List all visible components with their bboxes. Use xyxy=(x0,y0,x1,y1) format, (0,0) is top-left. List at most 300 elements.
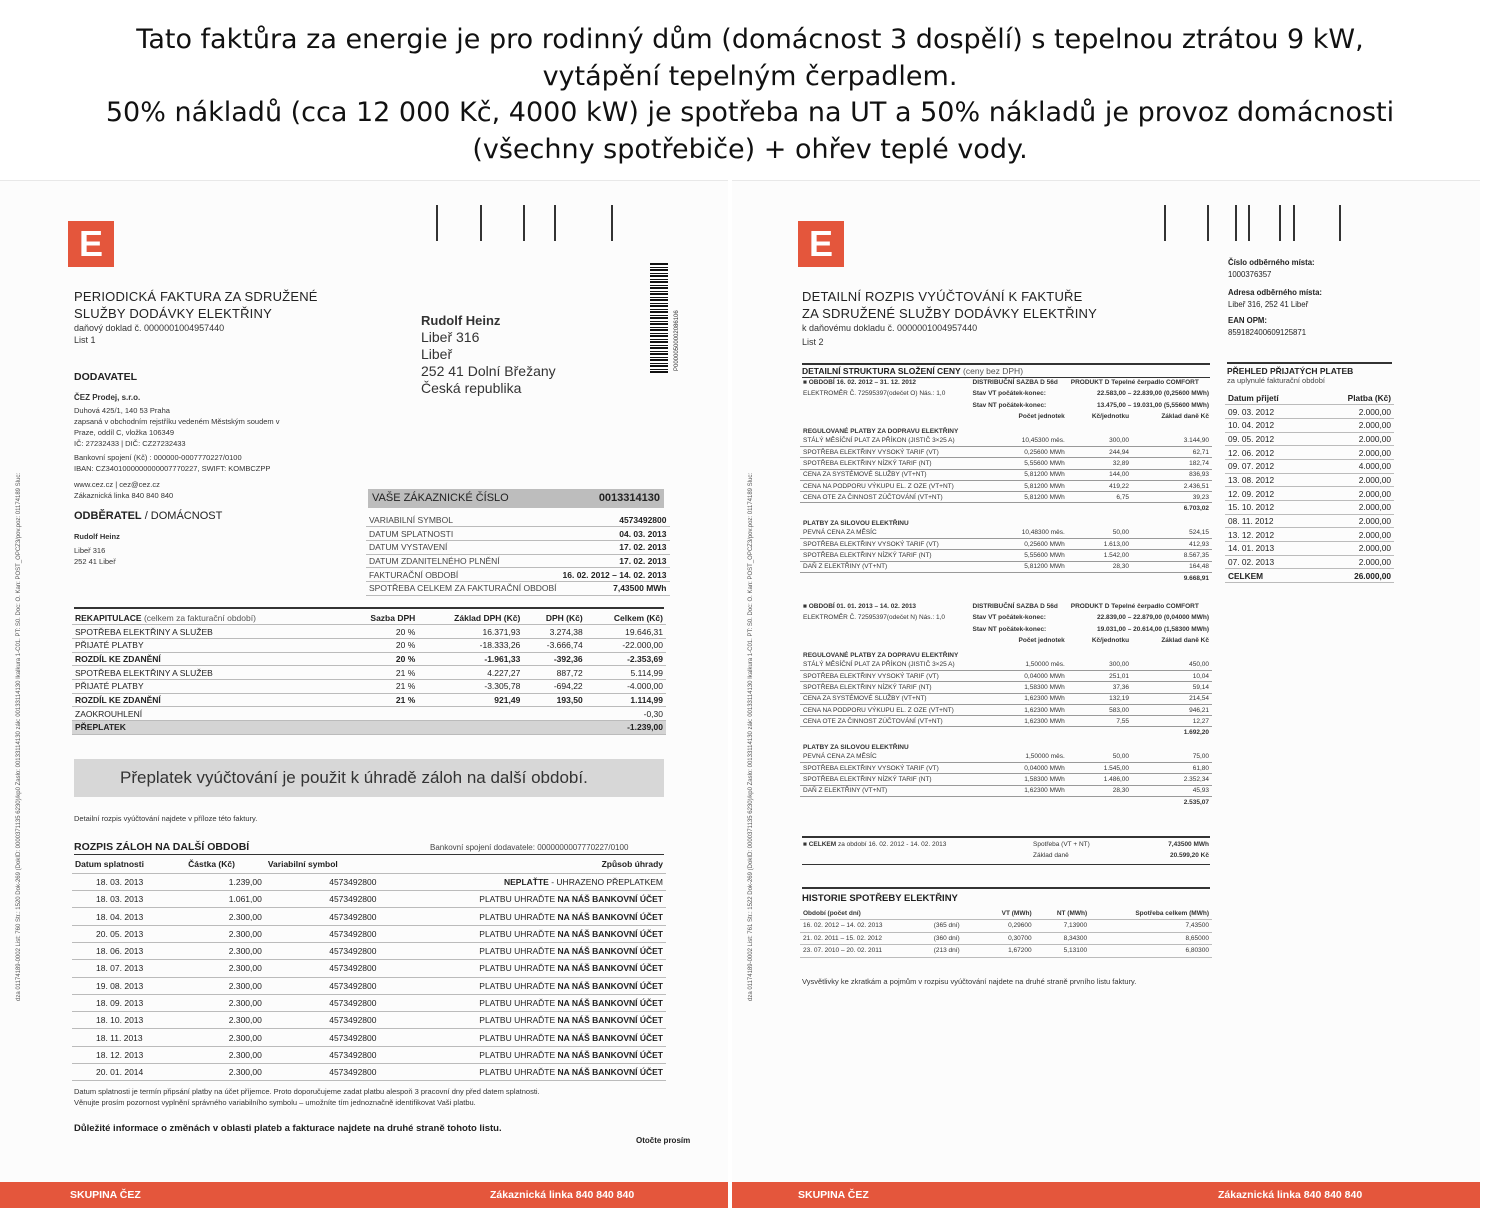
history-table xyxy=(800,907,1212,958)
method-text: PLATBU UHRAĎTE xyxy=(479,946,558,957)
item-price: 251,01 xyxy=(1068,670,1132,681)
period-tariff: DISTRIBUČNÍ SAZBA D 56d xyxy=(972,603,1058,611)
section-row xyxy=(800,422,1212,435)
item-base: 412,93 xyxy=(1132,539,1212,550)
advance-row xyxy=(72,960,666,977)
info-row xyxy=(366,554,670,568)
recap-row xyxy=(72,652,666,666)
section-title: REGULOVANÉ PLATBY ZA DOPRAVU ELEKTŘINY xyxy=(803,428,959,436)
info-row xyxy=(366,581,670,595)
item-base: 59,14 xyxy=(1132,682,1212,693)
history-days: (365 dní) xyxy=(931,920,980,933)
method-text: PLATBU UHRAĎTE xyxy=(479,963,558,974)
item-price: 583,00 xyxy=(1068,704,1132,715)
item-price: 300,00 xyxy=(1068,659,1132,670)
structure-title: DETAILNÍ STRUKTURA SLOŽENÍ CENY xyxy=(802,366,961,376)
advance-method xyxy=(380,977,667,994)
subtotal: 9.668,91 xyxy=(1183,574,1209,582)
supplier-address: Duhová 425/1, 140 53 Praha xyxy=(74,406,170,415)
recap-rate: 20 % xyxy=(344,652,418,666)
recap-vat: 3.274,38 xyxy=(523,625,585,639)
nt-label: Stav NT počátek-konec: xyxy=(972,625,1047,633)
history-days: (360 dní) xyxy=(931,932,980,945)
payments-title: PŘEHLED PŘIJATÝCH PLATEB xyxy=(1227,362,1392,376)
price-row xyxy=(800,751,1212,762)
side-code-text: dza 01174189-0002 List: 760 Str.: 1520 Dok-269 (DokID: 0000371135 6230)/kp0 Zaslo: 00133114130 zák: 00133114130 Ikalkura 1-C01. PT: S0. Doc: O. Kan: POST_OPCZ3/pov.poz: 01174189 Sluc: xyxy=(16,472,22,1001)
section-title: PLATBY ZA SILOVOU ELEKTŘINU xyxy=(803,744,909,752)
info-label: DATUM SPLATNOSTI xyxy=(366,527,560,541)
recap-rate: 21 % xyxy=(344,693,418,707)
recap-rate: 21 % xyxy=(344,666,418,680)
recap-total: -22.000,00 xyxy=(586,638,666,652)
customer-number-value: 0013314130 xyxy=(598,492,660,504)
recap-label: SPOTŘEBA ELEKTŘINY A SLUŽEB xyxy=(72,625,344,639)
invoice-info-table xyxy=(366,513,670,596)
advances-column-header: Způsob úhrady xyxy=(380,856,667,873)
info-value: 16. 02. 2012 – 14. 02. 2013 xyxy=(560,568,670,582)
price-row xyxy=(800,561,1212,572)
history-vt: 1,67200 xyxy=(980,945,1035,958)
item-price: 50,00 xyxy=(1068,527,1132,538)
advance-date: 19. 08. 2013 xyxy=(72,977,185,994)
history-nt: 5,13100 xyxy=(1035,945,1091,958)
vt-label: Stav VT počátek-konec: xyxy=(972,390,1046,398)
addressee-line: Libeř 316 xyxy=(421,329,480,345)
payment-date: 12. 09. 2012 xyxy=(1225,487,1315,501)
price-row xyxy=(800,550,1212,561)
recap-total: -0,30 xyxy=(586,707,666,721)
method-text: PLATBU UHRAĎTE xyxy=(479,980,558,991)
price-row xyxy=(800,469,1212,480)
recap-base: -18.333,26 xyxy=(418,638,523,652)
item-label: SPOTŘEBA ELEKTŘINY NÍZKÝ TARIF (NT) xyxy=(800,774,970,785)
advance-row xyxy=(72,925,666,942)
item-label: CENA NA PODPORU VÝKUPU EL. Z OZE (VT+NT) xyxy=(800,480,970,491)
period-1-table xyxy=(800,377,1212,584)
info-row xyxy=(366,540,670,554)
supplier-heading: DODAVATEL xyxy=(74,371,137,383)
advance-date: 18. 03. 2013 xyxy=(72,891,185,908)
invoice-title-line: SLUŽBY DODÁVKY ELEKTŘINY xyxy=(74,306,272,321)
advance-method xyxy=(380,891,667,908)
payment-row xyxy=(1225,487,1394,501)
footer-hotline: Zákaznická linka 840 840 840 xyxy=(1218,1189,1363,1201)
recap-header xyxy=(72,611,666,625)
payment-date: 12. 06. 2012 xyxy=(1225,446,1315,460)
spacer xyxy=(800,624,970,635)
item-units: 1,62300 MWh xyxy=(970,785,1068,796)
item-price: 1.486,00 xyxy=(1068,774,1132,785)
recap-total: 1.114,99 xyxy=(586,693,666,707)
payment-amount: 2.000,00 xyxy=(1315,418,1394,432)
side-code-text: dza 01174189-0002 List: 761 Str.: 1522 Dok-269 (DokID: 0000371135 6230)/kp0 Zaslo: 00133114130 zák: 00133114130 Ikalkura 1-C01. PT: S0. Doc: O. Kan: POST_OPCZ3/pov.poz: 01174189 Sluc: xyxy=(748,472,754,1001)
advances-column-header: Částka (Kč) xyxy=(185,856,265,873)
price-row xyxy=(800,716,1212,727)
subtotal: 1.692,20 xyxy=(1183,729,1209,737)
item-units: 1,58300 MWh xyxy=(970,774,1068,785)
advance-method xyxy=(380,1064,667,1081)
item-price: 1.542,00 xyxy=(1068,550,1132,561)
period-product: PRODUKT D Tepelné čerpadlo COMFORT xyxy=(1070,379,1199,387)
recap-rate xyxy=(344,721,418,735)
place-number: 1000376357 xyxy=(1228,270,1272,279)
recap-title-bold: REKAPITULACE xyxy=(75,612,142,623)
meter-label: ELEKTROMĚR Č. 72595397(odečet O) Nás.: 1,0 xyxy=(803,390,946,398)
scan-marks xyxy=(1162,205,1362,241)
history-header xyxy=(800,907,1212,920)
supplier-ids: IČ: 27232433 | DIČ: CZ27232433 xyxy=(74,439,186,448)
item-label: CENA OTE ZA ČINNOST ZÚČTOVÁNÍ (VT+NT) xyxy=(800,492,970,503)
recap-label: ZAOKROUHLENÍ xyxy=(72,707,344,721)
recap-label: PŘIJATÉ PLATBY xyxy=(72,679,344,693)
item-label: CENA ZA SYSTÉMOVÉ SLUŽBY (VT+NT) xyxy=(800,469,970,480)
history-total: 8,65000 xyxy=(1090,932,1212,945)
item-label: CENA OTE ZA ČINNOST ZÚČTOVÁNÍ (VT+NT) xyxy=(800,716,970,727)
nt-value: 19.031,00 – 20.614,00 (1,58300 MWh) xyxy=(1096,625,1209,633)
info-label: SPOTŘEBA CELKEM ZA FAKTURAČNÍ OBDOBÍ xyxy=(366,581,560,595)
divider xyxy=(802,836,1210,838)
payments-subtitle: za uplynulé fakturační období xyxy=(1227,376,1325,385)
recap-title xyxy=(72,611,344,625)
info-row xyxy=(366,568,670,582)
payment-amount: 2.000,00 xyxy=(1315,446,1394,460)
payment-row xyxy=(1225,501,1394,515)
subtotal-row xyxy=(800,796,1212,807)
price-row xyxy=(800,446,1212,457)
place-number-label: Číslo odběrného místa: xyxy=(1228,258,1315,267)
item-base: 450,00 xyxy=(1132,659,1212,670)
payment-row xyxy=(1225,446,1394,460)
recap-vat: 193,50 xyxy=(523,693,585,707)
method-text: PLATBU UHRAĎTE xyxy=(479,1067,558,1078)
column-header-row xyxy=(800,635,1212,646)
cez-logo: E xyxy=(68,221,114,267)
advance-vs: 4573492800 xyxy=(265,977,380,994)
item-base: 12,27 xyxy=(1132,716,1212,727)
section-row xyxy=(800,514,1212,527)
item-price: 37,36 xyxy=(1068,682,1132,693)
meter-row xyxy=(800,400,1212,411)
payment-date: 10. 04. 2012 xyxy=(1225,418,1315,432)
supplier-web[interactable]: www.cez.cz | cez@cez.cz xyxy=(74,480,160,489)
column-header: Počet jednotek xyxy=(1018,637,1065,645)
addressee-line: 252 41 Dolní Břežany xyxy=(421,363,556,379)
recap-column-header: Celkem (Kč) xyxy=(586,611,666,625)
payment-row xyxy=(1225,459,1394,473)
recap-total: -2.353,69 xyxy=(586,652,666,666)
item-price: 144,00 xyxy=(1068,469,1132,480)
advances-column-header: Variabilní symbol xyxy=(265,856,380,873)
item-base: 8.567,35 xyxy=(1132,550,1212,561)
item-units: 10,45300 měs. xyxy=(970,435,1068,446)
footer-bar xyxy=(732,1182,1480,1208)
advances-header xyxy=(72,856,666,873)
advance-amount: 1.061,00 xyxy=(185,891,265,908)
payment-amount: 2.000,00 xyxy=(1315,405,1394,419)
recap-rate: 20 % xyxy=(344,625,418,639)
item-label: STÁLÝ MĚSÍČNÍ PLAT ZA PŘÍKON (JISTIČ 3×25 A) xyxy=(800,659,970,670)
recap-row xyxy=(72,625,666,639)
advance-date: 18. 11. 2013 xyxy=(72,1029,185,1046)
vt-value: 22.583,00 – 22.839,00 (0,25600 MWh) xyxy=(1096,390,1209,398)
addressee-line: Česká republika xyxy=(421,380,522,396)
recap-vat: 887,72 xyxy=(523,666,585,680)
history-period: 16. 02. 2012 – 14. 02. 2013 xyxy=(800,920,931,933)
item-price: 7,55 xyxy=(1068,716,1132,727)
period-row xyxy=(800,601,1212,612)
item-units: 10,48300 měs. xyxy=(970,527,1068,538)
recap-column-header: DPH (Kč) xyxy=(523,611,585,625)
info-label: VARIABILNÍ SYMBOL xyxy=(366,513,560,527)
payment-date: 13. 12. 2012 xyxy=(1225,528,1315,542)
advance-row xyxy=(72,1046,666,1063)
advance-vs: 4573492800 xyxy=(265,942,380,959)
payment-note: Věnujte prosím pozornost vyplnění správného variabilního symbolu – umožníte tím jednoznačně identifikovat Vaši platbu. xyxy=(74,1098,476,1107)
period-row xyxy=(800,377,1212,388)
item-base: 164,48 xyxy=(1132,561,1212,572)
barcode-text: P00000500002086106 xyxy=(674,310,680,371)
meter-row xyxy=(800,624,1212,635)
recap-row xyxy=(72,693,666,707)
column-header: Základ daně Kč xyxy=(1161,637,1209,645)
detail-note: Detailní rozpis vyúčtování najdete v příloze této faktury. xyxy=(74,814,258,823)
method-bold: NA NÁŠ BANKOVNÍ ÚČET xyxy=(557,928,663,939)
recap-row xyxy=(72,666,666,680)
period-2-table xyxy=(800,601,1212,808)
recap-rate: 21 % xyxy=(344,679,418,693)
advance-amount: 2.300,00 xyxy=(185,994,265,1011)
history-row xyxy=(800,920,1212,933)
recap-vat: -694,22 xyxy=(523,679,585,693)
addressee-line: Libeř xyxy=(421,346,453,362)
meter-row xyxy=(800,612,1212,623)
item-units: 1,58300 MWh xyxy=(970,682,1068,693)
payment-date: 15. 10. 2012 xyxy=(1225,501,1315,515)
payments-total-label: CELKEM xyxy=(1225,569,1315,583)
item-base: 524,15 xyxy=(1132,527,1212,538)
advance-amount: 2.300,00 xyxy=(185,1064,265,1081)
history-row xyxy=(800,945,1212,958)
recap-total: -4.000,00 xyxy=(586,679,666,693)
recap-base: 16.371,93 xyxy=(418,625,523,639)
payment-date: 14. 01. 2013 xyxy=(1225,542,1315,556)
info-value: 4573492800 xyxy=(560,513,670,527)
recap-vat: -392,36 xyxy=(523,652,585,666)
scan-marks xyxy=(430,205,630,241)
payments-header xyxy=(1225,391,1394,405)
advance-method xyxy=(380,1029,667,1046)
meter-label: ELEKTROMĚR Č. 72595397(odečet N) Nás.: 1,0 xyxy=(803,614,945,622)
advance-method xyxy=(380,960,667,977)
payment-amount: 2.000,00 xyxy=(1315,528,1394,542)
item-price: 300,00 xyxy=(1068,435,1132,446)
advance-row xyxy=(72,873,666,890)
payments-total-row xyxy=(1225,569,1394,583)
addressee-block xyxy=(421,312,556,397)
overpayment-banner: Přeplatek vyúčtování je použit k úhradě záloh na další období. xyxy=(74,759,664,797)
price-row xyxy=(800,458,1212,469)
history-period: 21. 02. 2011 – 15. 02. 2012 xyxy=(800,932,931,945)
payment-row xyxy=(1225,418,1394,432)
advance-vs: 4573492800 xyxy=(265,1064,380,1081)
invoice-page-2 xyxy=(732,180,1480,1208)
ean-value: 859182400609125871 xyxy=(1228,328,1307,337)
method-bold: NEPLAŤTE xyxy=(503,876,549,887)
caption-line: 50% nákladů (cca 12 000 Kč, 4000 kW) je spotřeba na UT a 50% nákladů je provoz domácnosti xyxy=(105,97,1395,128)
detail-title-line: ZA SDRUŽENÉ SLUŽBY DODÁVKY ELEKTŘINY xyxy=(802,306,1097,321)
advance-amount: 2.300,00 xyxy=(185,977,265,994)
recap-title-sub: (celkem za fakturační období) xyxy=(141,612,256,623)
spacer xyxy=(800,400,970,411)
supplier-registry: zapsaná v obchodním rejstříku vedeném Městským soudem v xyxy=(74,417,280,426)
price-row xyxy=(800,539,1212,550)
item-base: 61,80 xyxy=(1132,763,1212,774)
consumption-place xyxy=(1228,257,1322,339)
advance-date: 20. 01. 2014 xyxy=(72,1064,185,1081)
history-total: 6,80300 xyxy=(1090,945,1212,958)
item-label: SPOTŘEBA ELEKTŘINY NÍZKÝ TARIF (NT) xyxy=(800,458,970,469)
advance-row xyxy=(72,908,666,925)
nt-value: 13.475,00 – 19.031,00 (5,55600 MWh) xyxy=(1096,401,1209,409)
advance-row xyxy=(72,1012,666,1029)
explanation-note: Vysvětlivky ke zkratkám a pojmům v rozpisu vyúčtování najdete na druhé straně prvního listu faktury. xyxy=(802,977,1137,986)
payment-amount: 2.000,00 xyxy=(1315,514,1394,528)
price-row xyxy=(800,785,1212,796)
price-row xyxy=(800,527,1212,538)
recap-rate xyxy=(344,707,418,721)
recap-label: SPOTŘEBA ELEKTŘINY A SLUŽEB xyxy=(72,666,344,680)
tax-doc-number: k daňovému dokladu č. 0000001004957440 xyxy=(802,323,978,333)
recap-table xyxy=(72,611,666,735)
structure-heading xyxy=(802,363,1210,378)
period-tariff: DISTRIBUČNÍ SAZBA D 56d xyxy=(972,379,1058,387)
price-row xyxy=(800,763,1212,774)
footer-group: SKUPINA ČEZ xyxy=(798,1189,869,1201)
recap-vat: -3.666,74 xyxy=(523,638,585,652)
advance-method xyxy=(380,994,667,1011)
total-consumption: 7,43500 MWh xyxy=(1168,841,1209,849)
item-units: 1,50000 měs. xyxy=(970,751,1068,762)
method-bold: NA NÁŠ BANKOVNÍ ÚČET xyxy=(557,998,663,1009)
spacer xyxy=(800,411,970,422)
payment-date: 09. 03. 2012 xyxy=(1225,405,1315,419)
advance-row xyxy=(72,977,666,994)
payment-date: 09. 05. 2012 xyxy=(1225,432,1315,446)
payment-row xyxy=(1225,432,1394,446)
footer-bar xyxy=(0,1182,728,1208)
total-base-label: Základ daně xyxy=(1033,852,1069,860)
payment-amount: 2.000,00 xyxy=(1315,542,1394,556)
item-price: 28,30 xyxy=(1068,561,1132,572)
item-price: 32,89 xyxy=(1068,458,1132,469)
recap-label: PŘEPLATEK xyxy=(72,721,344,735)
recap-total: 5.114,99 xyxy=(586,666,666,680)
payment-date: 08. 11. 2012 xyxy=(1225,514,1315,528)
caption-line: Tato faktůra za energie je pro rodinný dům (domácnost 3 dospělí) s tepelnou ztrátou 9 kW, xyxy=(136,24,1364,55)
ean-label: EAN OPM: xyxy=(1228,316,1267,325)
customer-number-label: VAŠE ZÁKAZNICKÉ ČÍSLO xyxy=(372,492,509,504)
info-value: 7,43500 MWh xyxy=(560,581,670,595)
history-title: HISTORIE SPOTŘEBY ELEKTŘINY xyxy=(802,887,1210,904)
method-bold: NA NÁŠ BANKOVNÍ ÚČET xyxy=(557,911,663,922)
advances-table xyxy=(72,856,666,1081)
recap-base: 921,49 xyxy=(418,693,523,707)
recap-column-header: Základ DPH (Kč) xyxy=(418,611,523,625)
info-label: DATUM ZDANITELNÉHO PLNĚNÍ xyxy=(366,554,560,568)
advance-date: 18. 03. 2013 xyxy=(72,873,185,890)
item-label: SPOTŘEBA ELEKTŘINY VYSOKÝ TARIF (VT) xyxy=(800,539,970,550)
advance-date: 18. 12. 2013 xyxy=(72,1046,185,1063)
invoice-page-1 xyxy=(0,180,728,1208)
item-label: PEVNÁ CENA ZA MĚSÍC xyxy=(800,751,970,762)
advance-vs: 4573492800 xyxy=(265,1012,380,1029)
payment-amount: 2.000,00 xyxy=(1315,473,1394,487)
item-base: 214,54 xyxy=(1132,693,1212,704)
advance-amount: 2.300,00 xyxy=(185,960,265,977)
recap-rate: 20 % xyxy=(344,638,418,652)
price-row xyxy=(800,435,1212,446)
vt-value: 22.839,00 – 22.879,00 (0,04000 MWh) xyxy=(1096,614,1209,622)
item-units: 5,55600 MWh xyxy=(970,550,1068,561)
advance-date: 20. 05. 2013 xyxy=(72,925,185,942)
divider xyxy=(74,607,664,609)
item-base: 946,21 xyxy=(1132,704,1212,715)
price-row xyxy=(800,492,1212,503)
payment-date: 13. 08. 2012 xyxy=(1225,473,1315,487)
payments-column-header: Datum přijetí xyxy=(1225,391,1315,405)
history-nt: 8,34300 xyxy=(1035,932,1091,945)
history-period: 23. 07. 2010 – 20. 02. 2011 xyxy=(800,945,931,958)
item-base: 45,93 xyxy=(1132,785,1212,796)
section-title: REGULOVANÉ PLATBY ZA DOPRAVU ELEKTŘINY xyxy=(803,652,959,660)
addressee-name: Rudolf Heinz xyxy=(421,313,501,328)
recap-label: ROZDÍL KE ZDANĚNÍ xyxy=(72,693,344,707)
item-label: DAŇ Z ELEKTŘINY (VT+NT) xyxy=(800,785,970,796)
price-row xyxy=(800,693,1212,704)
important-info: Důležité informace o změnách v oblasti plateb a fakturace najdete na druhé straně tohoto listu. xyxy=(74,1123,502,1134)
section-row xyxy=(800,646,1212,659)
method-bold: NA NÁŠ BANKOVNÍ ÚČET xyxy=(557,980,663,991)
period-range: ■ OBDOBÍ 16. 02. 2012 – 31. 12. 2012 xyxy=(803,379,917,387)
payment-row xyxy=(1225,405,1394,419)
method-text: - UHRAZENO PŘEPLATKEM xyxy=(548,876,663,887)
recap-column-header: Sazba DPH xyxy=(344,611,418,625)
method-bold: NA NÁŠ BANKOVNÍ ÚČET xyxy=(557,1049,663,1060)
item-units: 5,55600 MWh xyxy=(970,458,1068,469)
payment-row xyxy=(1225,514,1394,528)
item-label: SPOTŘEBA ELEKTŘINY NÍZKÝ TARIF (NT) xyxy=(800,682,970,693)
info-value: 17. 02. 2013 xyxy=(560,540,670,554)
footer-hotline: Zákaznická linka 840 840 840 xyxy=(490,1189,635,1201)
item-price: 50,00 xyxy=(1068,751,1132,762)
item-units: 1,50000 měs. xyxy=(970,659,1068,670)
advance-date: 18. 04. 2013 xyxy=(72,908,185,925)
item-base: 836,93 xyxy=(1132,469,1212,480)
method-bold: NA NÁŠ BANKOVNÍ ÚČET xyxy=(557,1067,663,1078)
item-base: 62,71 xyxy=(1132,446,1212,457)
advance-date: 18. 09. 2013 xyxy=(72,994,185,1011)
total-table xyxy=(800,839,1212,862)
advance-amount: 2.300,00 xyxy=(185,1029,265,1046)
item-units: 0,04000 MWh xyxy=(970,763,1068,774)
period-product: PRODUKT D Tepelné čerpadlo COMFORT xyxy=(1070,603,1199,611)
payment-note: Datum splatnosti je termín připsání platby na účet příjemce. Proto doporučujeme zadat platbu alespoň 3 pracovní dny před datem splatnosti. xyxy=(74,1087,540,1096)
divider xyxy=(74,854,664,855)
advance-vs: 4573492800 xyxy=(265,994,380,1011)
section-row xyxy=(800,738,1212,751)
advance-amount: 2.300,00 xyxy=(185,925,265,942)
recap-row xyxy=(72,638,666,652)
